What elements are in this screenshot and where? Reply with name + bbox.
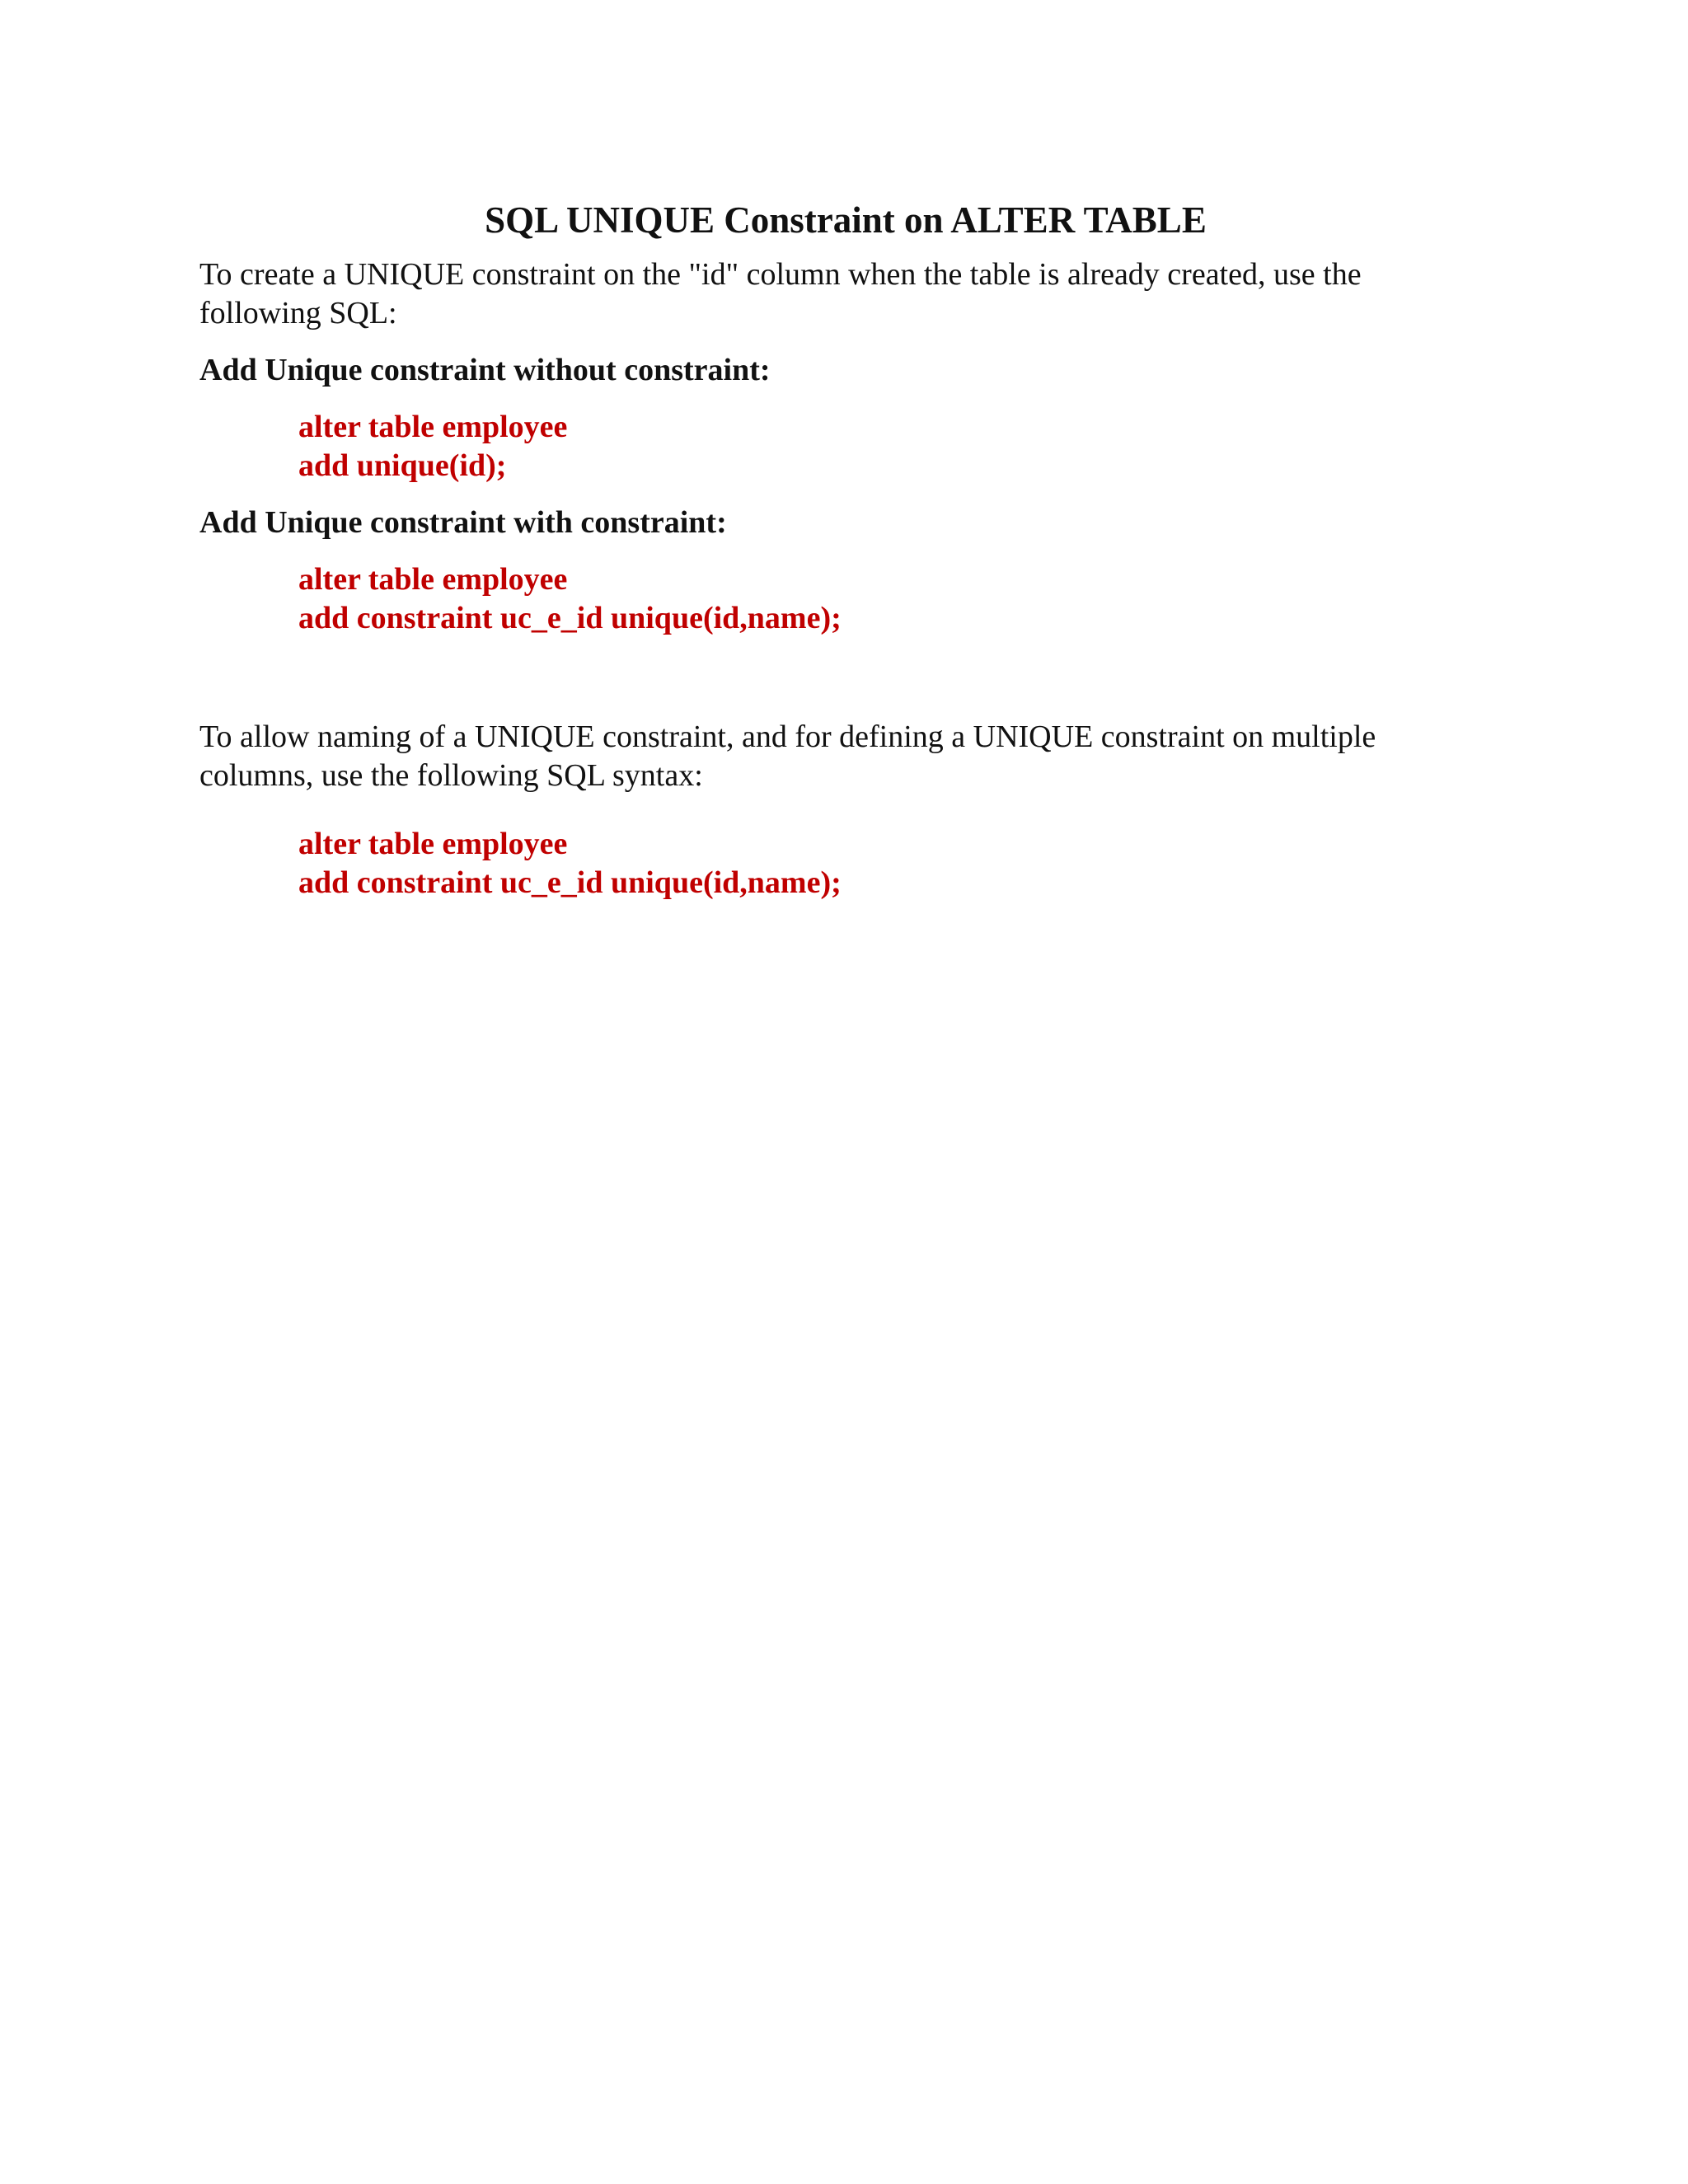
code-line: alter table employee <box>298 827 568 861</box>
section-heading-with-constraint: Add Unique constraint with constraint: <box>199 505 727 540</box>
page-title: SQL UNIQUE Constraint on ALTER TABLE <box>485 199 1207 241</box>
intro-line: To create a UNIQUE constraint on the "id" column when the table is already created, use the <box>199 257 1362 292</box>
code-line: add constraint uc_e_id unique(id,name); <box>298 601 842 635</box>
code-block-unique-with-constraint <box>298 560 1485 638</box>
naming-line: columns, use the following SQL syntax: <box>199 758 703 793</box>
document-content <box>199 196 1485 914</box>
intro-line: following SQL: <box>199 296 397 330</box>
naming-line: To allow naming of a UNIQUE constraint, and for defining a UNIQUE constraint on multiple <box>199 719 1376 754</box>
code-block-named-constraint <box>298 825 1485 902</box>
code-line: alter table employee <box>298 410 568 444</box>
section-heading-without-constraint: Add Unique constraint without constraint: <box>199 353 771 387</box>
spacer <box>199 649 1485 718</box>
spacer <box>199 795 1485 825</box>
intro-paragraph <box>199 255 1485 333</box>
code-line: add constraint uc_e_id unique(id,name); <box>298 865 842 900</box>
naming-paragraph <box>199 718 1485 795</box>
code-line: add unique(id); <box>298 448 507 483</box>
code-line: alter table employee <box>298 562 568 597</box>
code-block-unique-without-constraint <box>298 408 1485 485</box>
